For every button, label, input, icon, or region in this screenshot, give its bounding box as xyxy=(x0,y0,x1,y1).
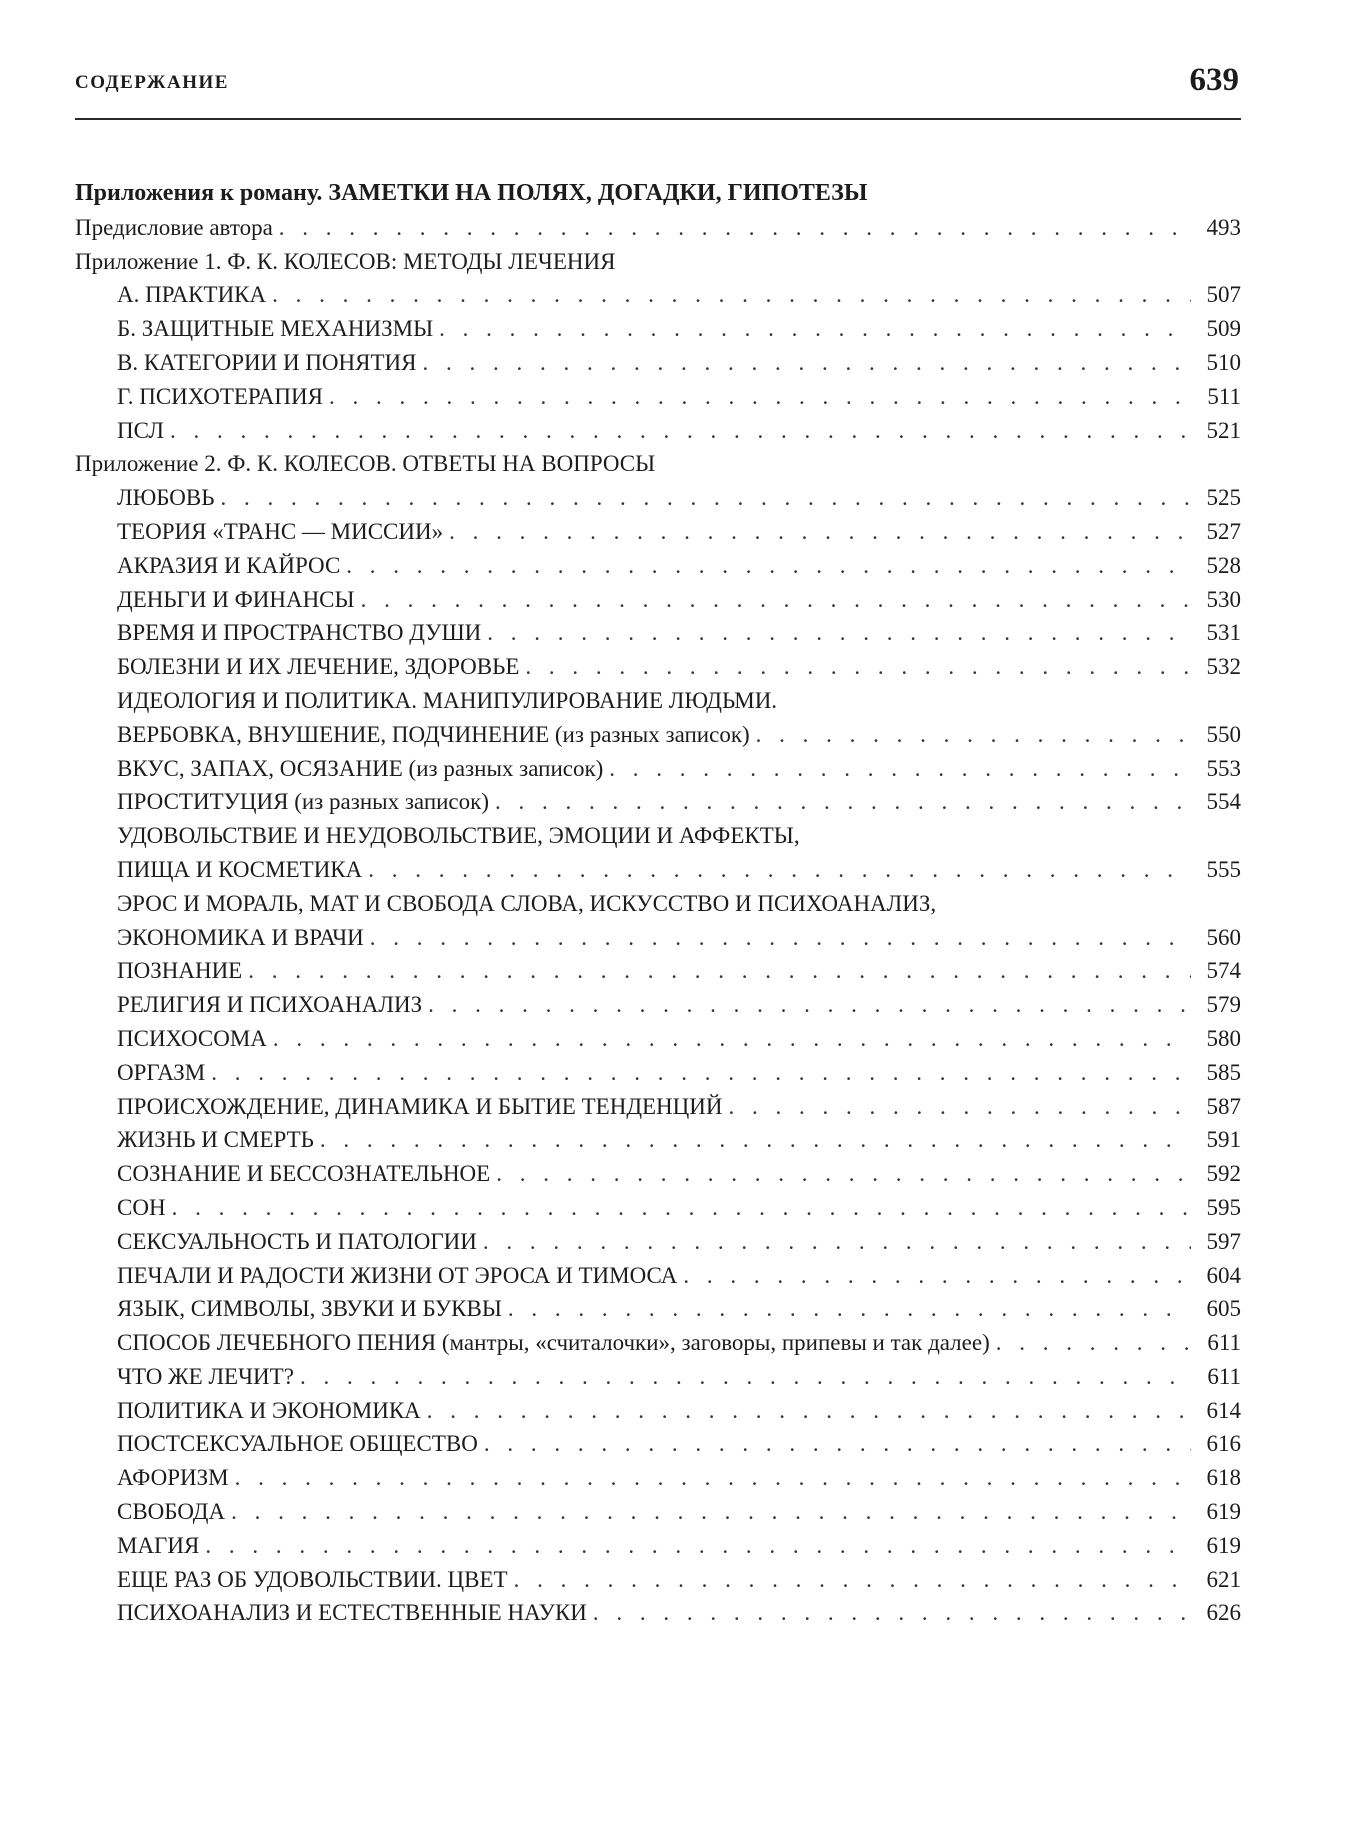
dot-leader xyxy=(487,616,1191,650)
toc-entry-label: ЛЮБОВЬ xyxy=(117,485,215,511)
toc-entry[interactable] xyxy=(75,1360,1241,1394)
toc-entry-label: ВЕРБОВКА, ВНУШЕНИЕ, ПОДЧИНЕНИЕ (из разных записок) xyxy=(117,721,750,747)
toc-entry-label: ЯЗЫК, СИМВОЛЫ, ЗВУКИ И БУКВЫ xyxy=(117,1296,502,1322)
toc-entry-page: 592 xyxy=(1206,1161,1241,1187)
toc-entry-label: СЕКСУАЛЬНОСТЬ И ПАТОЛОГИИ xyxy=(117,1228,477,1254)
toc-entry[interactable] xyxy=(75,414,1241,448)
toc-entry[interactable] xyxy=(75,718,1241,752)
toc-entry-page: 619 xyxy=(1206,1499,1241,1525)
toc-entry[interactable] xyxy=(75,583,1241,617)
toc-entry[interactable] xyxy=(75,1394,1241,1428)
toc-entry-label: ИДЕОЛОГИЯ И ПОЛИТИКА. МАНИПУЛИРОВАНИЕ ЛЮДЬМИ. xyxy=(117,687,778,713)
dot-leader xyxy=(300,1360,1191,1394)
dot-leader xyxy=(329,380,1191,414)
toc-entry-page: 626 xyxy=(1206,1600,1241,1626)
toc-entry-page: 616 xyxy=(1206,1431,1241,1457)
dot-leader xyxy=(427,1394,1191,1428)
dot-leader xyxy=(205,1529,1191,1563)
toc-entry[interactable] xyxy=(75,1123,1241,1157)
dot-leader xyxy=(514,1563,1191,1597)
toc-appendix-2-title[interactable] xyxy=(75,447,1241,481)
toc-entry-label: ЖИЗНЬ И СМЕРТЬ xyxy=(117,1127,314,1153)
dot-leader xyxy=(172,1191,1191,1225)
toc-entry[interactable] xyxy=(75,887,1241,921)
toc-entry-label: БОЛЕЗНИ И ИХ ЛЕЧЕНИЕ, ЗДОРОВЬЕ xyxy=(117,654,520,680)
appendix-2-entries xyxy=(75,481,1241,1630)
toc-entry[interactable] xyxy=(75,650,1241,684)
toc-entry-page: 531 xyxy=(1206,620,1241,646)
toc-entry-page: 528 xyxy=(1206,552,1241,578)
appendix-title: Приложение 2. Ф. К. КОЛЕСОВ. ОТВЕТЫ НА ВОПРОСЫ xyxy=(75,451,656,477)
toc-entry-page: 507 xyxy=(1206,282,1241,308)
toc-entry-page: 510 xyxy=(1206,349,1241,375)
toc-entry[interactable] xyxy=(75,312,1241,346)
toc-entry-label: СОЗНАНИЕ И БЕССОЗНАТЕЛЬНОЕ xyxy=(117,1161,491,1187)
dot-leader xyxy=(370,921,1191,955)
toc-entry-label: ПОЛИТИКА И ЭКОНОМИКА xyxy=(117,1397,421,1423)
toc-entry-preface[interactable] xyxy=(75,211,1241,245)
dot-leader xyxy=(428,988,1191,1022)
toc-entry[interactable] xyxy=(75,954,1241,988)
toc-entry[interactable] xyxy=(75,1495,1241,1529)
dot-leader xyxy=(273,1022,1191,1056)
toc-entry-label: СПОСОБ ЛЕЧЕБНОГО ПЕНИЯ (мантры, «считалочки», заговоры, припевы и так далее) xyxy=(117,1330,990,1356)
toc-entry[interactable] xyxy=(75,1596,1241,1630)
toc-entry-page: 550 xyxy=(1206,721,1241,747)
toc-entry[interactable] xyxy=(75,515,1241,549)
toc-entry-label: ЧТО ЖЕ ЛЕЧИТ? xyxy=(117,1363,294,1389)
toc-appendix-1-title[interactable] xyxy=(75,245,1241,279)
toc-entry-label: Предисловие автора xyxy=(75,214,273,240)
toc-entry-page: 532 xyxy=(1206,654,1241,680)
dot-leader xyxy=(525,650,1191,684)
toc-entry[interactable] xyxy=(75,853,1241,887)
dot-leader xyxy=(439,312,1191,346)
dot-leader xyxy=(756,718,1191,752)
dot-leader xyxy=(484,1427,1191,1461)
toc-entry-page: 530 xyxy=(1206,586,1241,612)
toc-entry-page: 595 xyxy=(1206,1194,1241,1220)
toc-entry-label: Б. ЗАЩИТНЫЕ МЕХАНИЗМЫ xyxy=(117,316,434,342)
toc-entry-label: В. КАТЕГОРИИ И ПОНЯТИЯ xyxy=(117,349,417,375)
toc-entry-page: 591 xyxy=(1206,1127,1241,1153)
dot-leader xyxy=(683,1259,1191,1293)
toc-entry[interactable] xyxy=(75,1529,1241,1563)
toc-entry[interactable] xyxy=(75,1259,1241,1293)
toc-entry-page: 554 xyxy=(1206,789,1241,815)
toc-entry-label: АКРАЗИЯ И КАЙРОС xyxy=(117,552,341,578)
toc-entry-label: ВРЕМЯ И ПРОСТРАНСТВО ДУШИ xyxy=(117,620,482,646)
toc-entry[interactable] xyxy=(75,1326,1241,1360)
running-head: СОДЕРЖАНИЕ xyxy=(75,72,229,93)
toc-entry-label: ПОСТСЕКСУАЛЬНОЕ ОБЩЕСТВО xyxy=(117,1431,478,1457)
toc-entry-label: МАГИЯ xyxy=(117,1532,200,1558)
toc-entry-page: 525 xyxy=(1206,485,1241,511)
toc-entry-page: 580 xyxy=(1206,1025,1241,1051)
toc-entry-label: ВКУС, ЗАПАХ, ОСЯЗАНИЕ (из разных записок) xyxy=(117,755,604,781)
toc-entry[interactable] xyxy=(75,380,1241,414)
toc-entry[interactable] xyxy=(75,752,1241,786)
toc-entry-page: 621 xyxy=(1206,1566,1241,1592)
toc-entry-page: 611 xyxy=(1207,1363,1241,1389)
toc-entry-page: 555 xyxy=(1206,856,1241,882)
dot-leader xyxy=(320,1123,1191,1157)
dot-leader xyxy=(449,515,1191,549)
toc-entry-page: 560 xyxy=(1206,924,1241,950)
dot-leader xyxy=(996,1326,1191,1360)
toc-entry[interactable] xyxy=(75,481,1241,515)
toc-entry-label: ПИЩА И КОСМЕТИКА xyxy=(117,856,363,882)
page-number: 639 xyxy=(1189,62,1239,98)
toc-entry-page: 511 xyxy=(1207,383,1241,409)
toc-entry[interactable] xyxy=(75,346,1241,380)
toc-entry-page: 605 xyxy=(1206,1296,1241,1322)
dot-leader xyxy=(272,278,1191,312)
dot-leader xyxy=(729,1090,1192,1124)
toc-entry-label: ПЕЧАЛИ И РАДОСТИ ЖИЗНИ ОТ ЭРОСА И ТИМОСА xyxy=(117,1262,678,1288)
dot-leader xyxy=(346,549,1191,583)
toc-entry-label: ОРГАЗМ xyxy=(117,1059,206,1085)
dot-leader xyxy=(368,853,1191,887)
toc-entry-page: 604 xyxy=(1206,1262,1241,1288)
toc-entry-label: ПСИХОСОМА xyxy=(117,1025,267,1051)
toc-entry-label: ПСЛ xyxy=(117,417,164,443)
toc-entry-page: 619 xyxy=(1206,1532,1241,1558)
toc-entry[interactable] xyxy=(75,1427,1241,1461)
toc-entry[interactable] xyxy=(75,785,1241,819)
toc-entry-page: 509 xyxy=(1206,316,1241,342)
toc-entry[interactable] xyxy=(75,1056,1241,1090)
toc-entry[interactable] xyxy=(75,1157,1241,1191)
toc-entry[interactable] xyxy=(75,278,1241,312)
toc-entry-label: УДОВОЛЬСТВИЕ И НЕУДОВОЛЬСТВИЕ, ЭМОЦИИ И АФФЕКТЫ, xyxy=(117,823,800,849)
toc-entry-page: 579 xyxy=(1206,992,1241,1018)
toc-entry-page: 521 xyxy=(1206,417,1241,443)
dot-leader xyxy=(170,414,1191,448)
toc-entry-label: ПРОИСХОЖДЕНИЕ, ДИНАМИКА И БЫТИЕ ТЕНДЕНЦИЙ xyxy=(117,1093,723,1119)
toc-entry-label: Г. ПСИХОТЕРАПИЯ xyxy=(117,383,323,409)
toc-entry-label: ДЕНЬГИ И ФИНАНСЫ xyxy=(117,586,355,612)
toc-entry-label: ЭРОС И МОРАЛЬ, МАТ И СВОБОДА СЛОВА, ИСКУССТВО И ПСИХОАНАЛИЗ, xyxy=(117,890,937,916)
toc-entry[interactable] xyxy=(75,1225,1241,1259)
dot-leader xyxy=(423,346,1192,380)
toc-entry[interactable] xyxy=(75,1090,1241,1124)
toc-entry-page: 611 xyxy=(1207,1330,1241,1356)
dot-leader xyxy=(495,785,1191,819)
dot-leader xyxy=(496,1157,1191,1191)
toc-entry[interactable] xyxy=(75,819,1241,853)
dot-leader xyxy=(508,1292,1191,1326)
toc-entry-page: 587 xyxy=(1206,1093,1241,1119)
dot-leader xyxy=(361,583,1191,617)
section-prefix: Приложения к роману. xyxy=(75,180,323,206)
toc-entry-page: 527 xyxy=(1206,518,1241,544)
toc-entry-page: 618 xyxy=(1206,1465,1241,1491)
appendix-title: Приложение 1. Ф. К. КОЛЕСОВ: МЕТОДЫ ЛЕЧЕНИЯ xyxy=(75,248,616,274)
dot-leader xyxy=(211,1056,1191,1090)
toc-entry[interactable] xyxy=(75,988,1241,1022)
toc-entry[interactable] xyxy=(75,684,1241,718)
toc-entry-label: ПРОСТИТУЦИЯ (из разных записок) xyxy=(117,789,489,815)
toc-entry-page: 585 xyxy=(1206,1059,1241,1085)
toc-entry[interactable] xyxy=(75,1461,1241,1495)
toc-entry-label: ТЕОРИЯ «ТРАНС — МИССИИ» xyxy=(117,518,444,544)
toc-entry[interactable] xyxy=(75,1292,1241,1326)
table-of-contents xyxy=(75,177,1241,1630)
toc-entry-label: СОН xyxy=(117,1194,166,1220)
toc-entry[interactable] xyxy=(75,1022,1241,1056)
toc-entry-page: 553 xyxy=(1206,755,1241,781)
toc-entry-page: 574 xyxy=(1206,958,1241,984)
toc-entry-label: А. ПРАКТИКА xyxy=(117,282,267,308)
toc-entry-page: 493 xyxy=(1206,214,1241,240)
toc-entry-label: АФОРИЗМ xyxy=(117,1465,229,1491)
dot-leader xyxy=(248,954,1191,988)
toc-entry-page: 597 xyxy=(1206,1228,1241,1254)
dot-leader xyxy=(235,1461,1191,1495)
toc-entry-label: РЕЛИГИЯ И ПСИХОАНАЛИЗ xyxy=(117,992,423,1018)
toc-section-title xyxy=(75,177,1241,211)
dot-leader xyxy=(609,752,1191,786)
dot-leader xyxy=(483,1225,1191,1259)
toc-entry-page: 614 xyxy=(1206,1397,1241,1423)
dot-leader xyxy=(279,211,1191,245)
toc-entry-label: ПОЗНАНИЕ xyxy=(117,958,243,984)
toc-entry-label: ЕЩЕ РАЗ ОБ УДОВОЛЬСТВИИ. ЦВЕТ xyxy=(117,1566,508,1592)
toc-entry-label: ЭКОНОМИКА И ВРАЧИ xyxy=(117,924,364,950)
section-title: ЗАМЕТКИ НА ПОЛЯХ, ДОГАДКИ, ГИПОТЕЗЫ xyxy=(328,180,868,206)
dot-leader xyxy=(593,1596,1191,1630)
dot-leader xyxy=(231,1495,1191,1529)
toc-entry-label: ПСИХОАНАЛИЗ И ЕСТЕСТВЕННЫЕ НАУКИ xyxy=(117,1600,587,1626)
page-header xyxy=(75,60,1241,120)
appendix-1-entries xyxy=(75,278,1241,447)
toc-entry[interactable] xyxy=(75,549,1241,583)
toc-entry[interactable] xyxy=(75,616,1241,650)
dot-leader xyxy=(220,481,1191,515)
toc-entry[interactable] xyxy=(75,921,1241,955)
toc-entry[interactable] xyxy=(75,1191,1241,1225)
toc-entry-label: СВОБОДА xyxy=(117,1499,226,1525)
toc-entry[interactable] xyxy=(75,1563,1241,1597)
